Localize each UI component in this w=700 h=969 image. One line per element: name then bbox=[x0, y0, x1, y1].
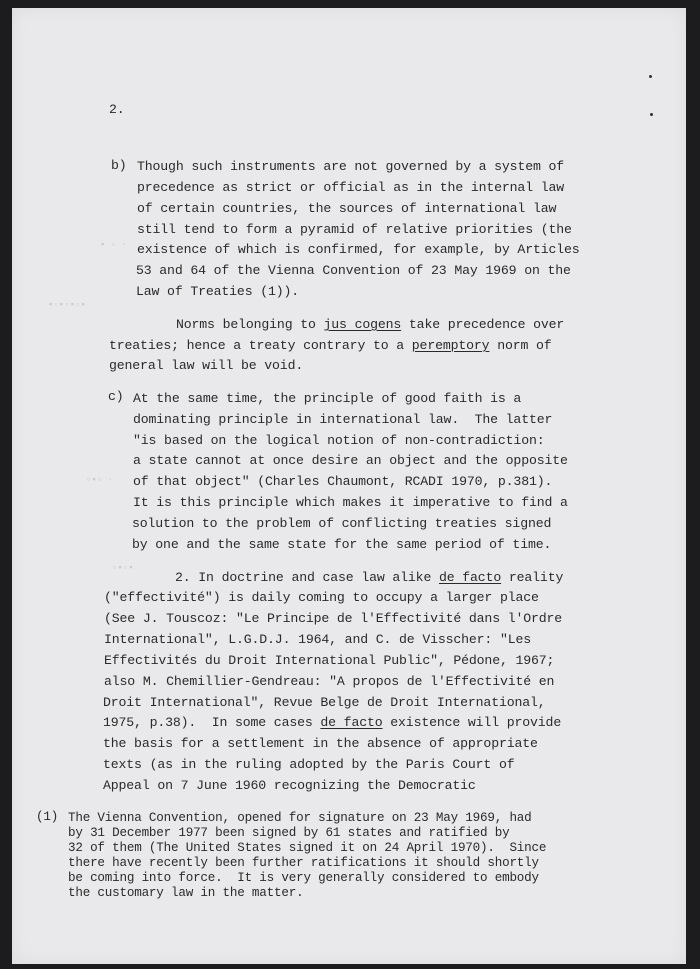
footnote-line: The Vienna Convention, opened for signature on 23 May 1969, had bbox=[68, 811, 532, 825]
text-line: Appeal on 7 June 1960 recognizing the Democratic bbox=[103, 778, 476, 793]
text-line: a state cannot at once desire an object and the opposite bbox=[133, 453, 568, 468]
text-run: norm of bbox=[489, 338, 552, 353]
text-line: texts (as in the ruling adopted by the Paris Court of bbox=[103, 757, 515, 772]
text-line: still tend to form a pyramid of relative priorities (the bbox=[137, 222, 572, 237]
text-line: precedence as strict or official as in the internal law bbox=[137, 180, 565, 195]
text-line: "is based on the logical notion of non-contradiction: bbox=[133, 433, 545, 448]
footnote-line: there have recently been further ratifications it should shortly bbox=[68, 856, 539, 870]
bleed-through-mark: ▪ ▫ · bbox=[100, 240, 128, 250]
text-line: of certain countries, the sources of international law bbox=[137, 201, 557, 216]
text-line: ("effectivité") is daily coming to occupy a larger place bbox=[104, 590, 539, 605]
underlined-term: de facto bbox=[438, 570, 502, 585]
text-line: of that object" (Charles Chaumont, RCADI 1970, p.381). bbox=[133, 474, 553, 489]
text-line bbox=[109, 338, 552, 353]
margin-mark bbox=[650, 113, 653, 116]
bleed-through-mark: ▫▪▫▪ bbox=[112, 563, 134, 573]
footnote-line: by 31 December 1977 been signed by 61 states and ratified by bbox=[68, 826, 510, 840]
text-run: 1975, p.38). In some cases bbox=[103, 715, 321, 730]
text-line: solution to the problem of conflicting treaties signed bbox=[132, 516, 552, 531]
text-line: the basis for a settlement in the absence of appropriate bbox=[103, 736, 538, 751]
footnote-line: the customary law in the matter. bbox=[68, 886, 304, 900]
text-run: take precedence over bbox=[401, 317, 565, 332]
text-line: general law will be void. bbox=[109, 358, 304, 373]
text-line: At the same time, the principle of good faith is a bbox=[133, 391, 522, 406]
paragraph-label: c) bbox=[108, 389, 124, 404]
text-line: Effectivités du Droit International Public", Pédone, 1967; bbox=[104, 653, 555, 668]
text-line: Law of Treaties (1)). bbox=[136, 284, 300, 299]
underlined-term: de facto bbox=[320, 715, 383, 730]
paragraph-label: b) bbox=[111, 158, 127, 173]
text-line: also M. Chemillier-Gendreau: "A propos de l'Effectivité en bbox=[104, 674, 555, 689]
text-line bbox=[103, 715, 561, 730]
text-line: 53 and 64 of the Vienna Convention of 23 May 1969 on the bbox=[136, 263, 571, 278]
text-line: It is this principle which makes it imperative to find a bbox=[133, 495, 568, 510]
text-line bbox=[176, 317, 564, 332]
text-run: existence will provide bbox=[382, 715, 562, 730]
footnote-line: 32 of them (The United States signed it on 24 April 1970). Since bbox=[68, 841, 547, 855]
underlined-term: jus cogens bbox=[323, 317, 402, 332]
text-line: dominating principle in international law. The latter bbox=[133, 412, 553, 427]
text-line: International", L.G.D.J. 1964, and C. de Visscher: "Les bbox=[104, 632, 532, 647]
underlined-term: peremptory bbox=[411, 338, 490, 353]
text-run: reality bbox=[501, 570, 564, 585]
bleed-through-mark: ▫▪▫ · bbox=[86, 475, 114, 485]
text-line: existence of which is confirmed, for example, by Articles bbox=[137, 242, 580, 257]
margin-mark bbox=[649, 75, 652, 78]
text-line bbox=[175, 570, 563, 585]
text-run: 2. In doctrine and case law alike bbox=[175, 570, 439, 585]
footnote-label: (1) bbox=[36, 810, 59, 824]
text-line: by one and the same state for the same period of time. bbox=[132, 537, 552, 552]
text-line: Though such instruments are not governed by a system of bbox=[137, 159, 565, 174]
document-page bbox=[12, 8, 686, 964]
text-line: (See J. Touscoz: "Le Principe de l'Effectivité dans l'Ordre bbox=[104, 611, 563, 626]
text-line: Droit International", Revue Belge de Droit International, bbox=[103, 695, 546, 710]
page-number: 2. bbox=[109, 102, 125, 117]
text-run: treaties; hence a treaty contrary to a bbox=[109, 338, 412, 353]
text-run: Norms belonging to bbox=[176, 317, 324, 332]
footnote-line: be coming into force. It is very generally considered to embody bbox=[68, 871, 539, 885]
bleed-through-mark: ▪▫▪▫▪▫▪ bbox=[48, 300, 86, 310]
